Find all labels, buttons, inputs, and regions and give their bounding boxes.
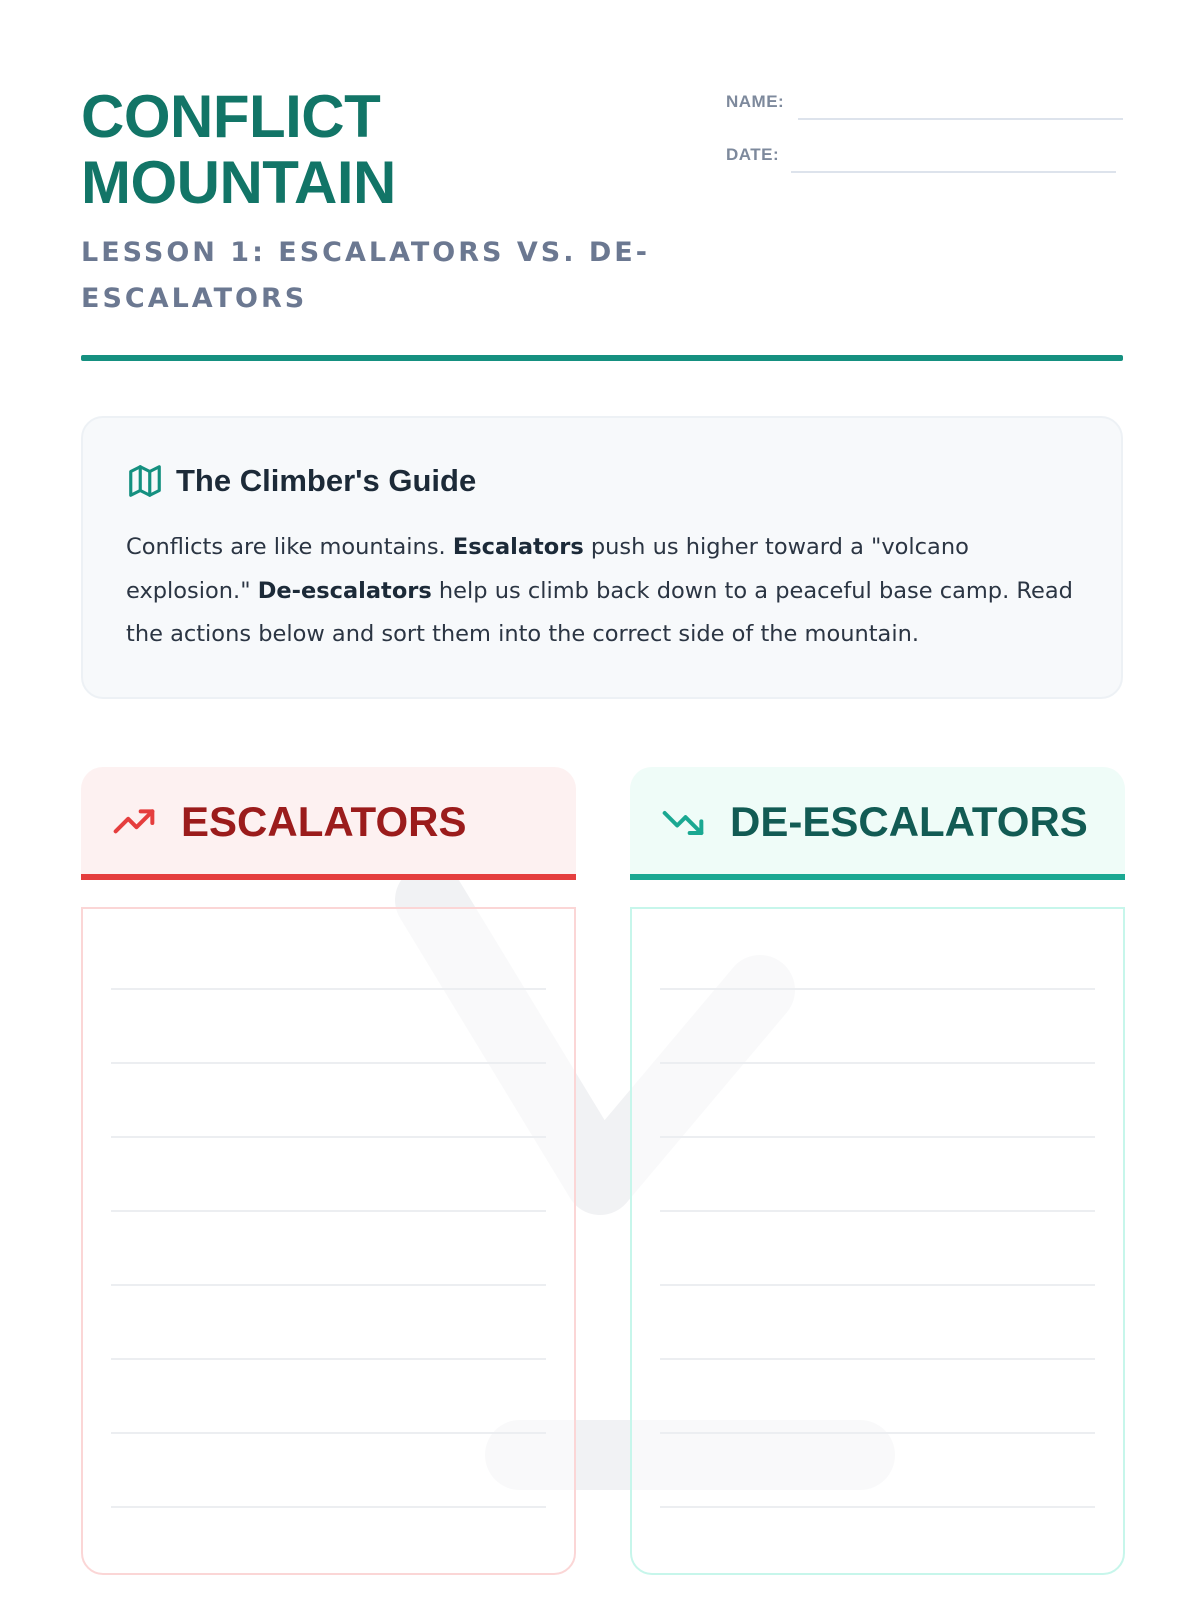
title-line-1: CONFLICT	[81, 83, 381, 150]
writing-line[interactable]	[660, 1358, 1095, 1360]
writing-line[interactable]	[660, 1284, 1095, 1286]
date-line[interactable]	[791, 171, 1116, 173]
trending-up-icon	[109, 803, 159, 843]
lesson-subtitle: LESSON 1: ESCALATORS VS. DE-ESCALATORS	[81, 237, 650, 314]
header-divider	[81, 355, 1123, 361]
de-escalators-header	[630, 767, 1125, 880]
writing-line[interactable]	[660, 988, 1095, 990]
guide-text-2: push us higher toward a "volcano explosion."	[126, 534, 969, 604]
worksheet-header	[81, 84, 1123, 362]
writing-line[interactable]	[111, 1062, 546, 1064]
de-escalators-answer-box[interactable]	[630, 907, 1125, 1575]
guide-title: The Climber's Guide	[176, 463, 477, 498]
writing-line[interactable]	[111, 1136, 546, 1138]
name-field[interactable]	[726, 84, 1123, 137]
writing-line[interactable]	[111, 1284, 546, 1286]
guide-bold-escalators: Escalators	[452, 534, 584, 560]
guide-instructions	[126, 526, 1086, 657]
de-escalators-label: DE-ESCALATORS	[730, 798, 1088, 845]
title-line-2: MOUNTAIN	[81, 149, 396, 216]
date-field[interactable]	[726, 137, 1123, 190]
page-title	[81, 84, 681, 216]
name-line[interactable]	[798, 118, 1123, 120]
map-icon	[126, 462, 164, 500]
student-fields	[726, 84, 1123, 190]
writing-line[interactable]	[660, 1210, 1095, 1212]
guide-text-3: help us climb back down to a peaceful base camp. Read the actions below and sort them into the correct side of the mountain.	[126, 577, 1073, 647]
escalators-label: ESCALATORS	[181, 798, 467, 845]
climbers-guide-card	[81, 416, 1123, 699]
writing-line[interactable]	[111, 1210, 546, 1212]
guide-text-1: Conflicts are like mountains.	[126, 534, 453, 560]
writing-line[interactable]	[111, 1432, 546, 1434]
writing-line[interactable]	[111, 988, 546, 990]
writing-line[interactable]	[660, 1506, 1095, 1508]
name-label: NAME:	[726, 92, 785, 111]
writing-line[interactable]	[660, 1062, 1095, 1064]
writing-line[interactable]	[111, 1506, 546, 1508]
writing-line[interactable]	[111, 1358, 546, 1360]
guide-bold-de-escalators: De-escalators	[257, 577, 432, 604]
guide-heading	[126, 462, 476, 500]
writing-line[interactable]	[660, 1136, 1095, 1138]
trending-down-icon	[658, 803, 708, 843]
writing-line[interactable]	[660, 1432, 1095, 1434]
escalators-answer-box[interactable]	[81, 907, 576, 1575]
escalators-header	[81, 767, 576, 880]
date-label: DATE:	[726, 145, 780, 164]
